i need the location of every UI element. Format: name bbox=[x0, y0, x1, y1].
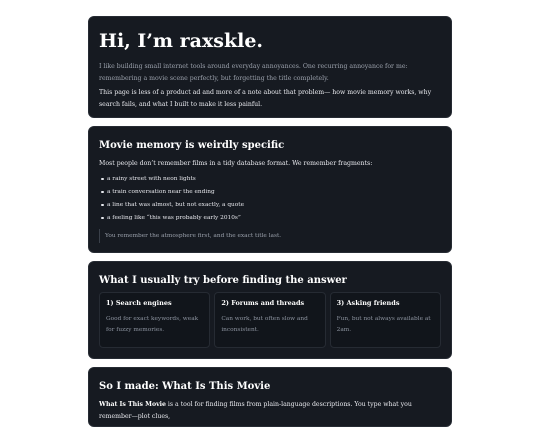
made-description bbox=[99, 399, 441, 422]
made-heading: So I made: What Is This Movie bbox=[99, 381, 271, 392]
memory-heading: Movie memory is weirdly specific bbox=[99, 140, 285, 151]
made-description-text: is a tool for finding films from plain-language descriptions. You type what you remember—plot clues, bbox=[99, 401, 412, 420]
option-description: Can work, but often slow and inconsistent. bbox=[221, 316, 308, 333]
option-title: 1) Search engines bbox=[106, 299, 172, 307]
option-title: 2) Forums and threads bbox=[221, 299, 305, 307]
page-column bbox=[88, 16, 452, 435]
option-card-forums bbox=[214, 292, 325, 348]
option-description: Good for exact keywords, weak for fuzzy memories. bbox=[106, 316, 199, 333]
fragment-list bbox=[99, 173, 441, 225]
list-item: a feeling like “this was probably early 2010s” bbox=[99, 212, 441, 225]
purpose-paragraph: This page is less of a product ad and more of a note about that problem— how movie memory works, why search fails, and what I built to make it less painful. bbox=[99, 89, 432, 108]
option-card-search-engines bbox=[99, 292, 210, 348]
product-name: What Is This Movie bbox=[99, 401, 166, 408]
intro-card bbox=[88, 16, 452, 118]
attempt-options bbox=[99, 292, 441, 348]
memory-lead: Most people don’t remember films in a tidy database format. We remember fragments: bbox=[99, 160, 373, 167]
list-item: a train conversation near the ending bbox=[99, 186, 441, 199]
option-card-friends bbox=[330, 292, 441, 348]
memory-card bbox=[88, 126, 452, 253]
list-item: a line that was almost, but not exactly, a quote bbox=[99, 199, 441, 212]
intro-paragraph: I like building small internet tools around everyday annoyances. One recurring annoyance for me: remembering a movie scene perfectly, but forgetting the title completely. bbox=[99, 63, 408, 82]
list-item: a rainy street with neon lights bbox=[99, 173, 441, 186]
memory-quote: You remember the atmosphere first, and the exact title last. bbox=[99, 229, 441, 243]
option-title: 3) Asking friends bbox=[336, 299, 400, 307]
attempts-card bbox=[88, 261, 452, 359]
page-title: Hi, I’m raxskle. bbox=[99, 30, 264, 52]
attempts-heading: What I usually try before finding the answer bbox=[99, 275, 347, 286]
option-description: Fun, but not always available at 2am. bbox=[336, 316, 431, 333]
made-card bbox=[88, 367, 452, 427]
